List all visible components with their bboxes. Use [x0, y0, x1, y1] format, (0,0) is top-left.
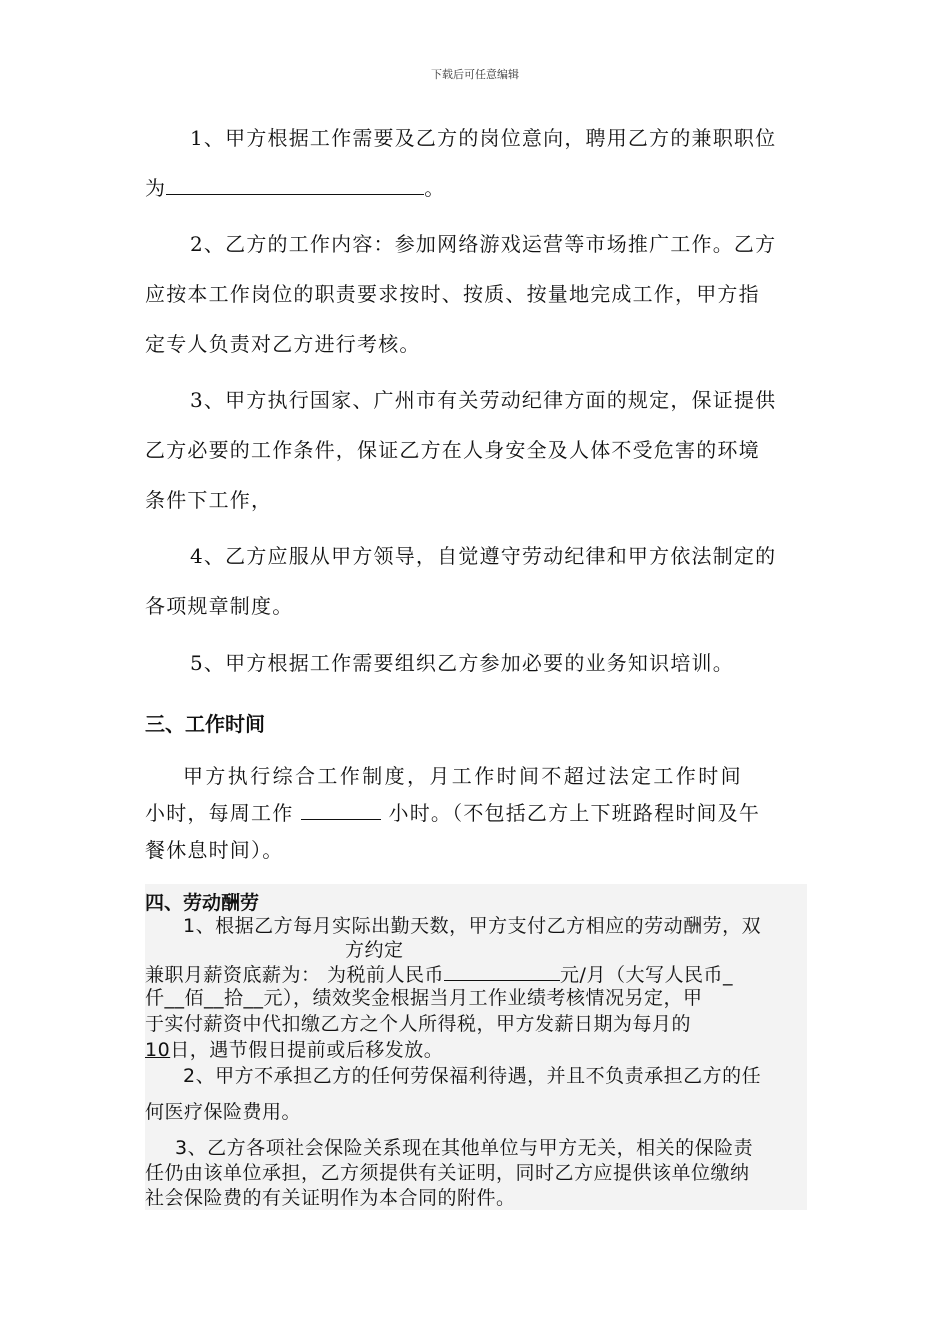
clause-1-suffix: 。	[424, 176, 446, 200]
clause-4-line-1: 4、乙方应服从甲方领导，自觉遵守劳动纪律和甲方依法制定的	[190, 544, 777, 568]
clause-2-line-2: 应按本工作岗位的职责要求按时、按质、按量地完成工作，甲方指	[145, 282, 760, 306]
section-4-clause-3-line-1: 3、乙方各项社会保险关系现在其他单位与甲方无关，相关的保险责	[175, 1137, 754, 1159]
section-3-title: 三、工作时间	[145, 712, 265, 736]
clause-1-prefix: 为	[145, 176, 167, 200]
section-4-line-6	[145, 1038, 807, 1062]
section-3-prefix: 小时，每周工作	[145, 801, 294, 825]
position-blank[interactable]	[166, 174, 424, 195]
clause-3-line-2: 乙方必要的工作条件，保证乙方在人身安全及人体不受危害的环境	[145, 438, 760, 462]
page-header: 下载后可任意编辑	[431, 68, 519, 81]
salary-suffix: 元/月（大写人民币_	[560, 964, 733, 986]
clause-2-line-1: 2、乙方的工作内容：参加网络游戏运营等市场推广工作。乙方	[190, 232, 777, 256]
section-4-clause-2-line-2: 何医疗保险费用。	[145, 1101, 302, 1123]
section-4-clause-3-line-2: 任仍由该单位承担，乙方须提供有关证明，同时乙方应提供该单位缴纳	[145, 1162, 750, 1184]
clause-5: 5、甲方根据工作需要组织乙方参加必要的业务知识培训。	[190, 651, 734, 675]
clause-4-line-2: 各项规章制度。	[145, 594, 294, 618]
section-3-suffix: 小时。（不包括乙方上下班路程时间及午	[388, 801, 761, 825]
clause-1-line-2	[145, 162, 810, 214]
clause-2-line-3: 定专人负责对乙方进行考核。	[145, 332, 421, 356]
section-4-line-5: 于实付薪资中代扣缴乙方之个人所得税，甲方发薪日期为每月的	[145, 1013, 692, 1035]
section-3-line-3: 餐休息时间）。	[145, 838, 284, 862]
payday-number: 10	[145, 1039, 171, 1061]
salary-prefix: 兼职月薪资底薪为： 为税前人民币	[145, 964, 445, 986]
section-4-line-2: 方约定	[345, 939, 404, 961]
payday-suffix: 日，遇节假日提前或后移发放。	[170, 1039, 444, 1061]
clause-1-line-1: 1、甲方根据工作需要及乙方的岗位意向，聘用乙方的兼职职位	[190, 126, 777, 150]
section-4-title: 四、劳动酬劳	[145, 892, 260, 914]
salary-blank[interactable]	[444, 962, 560, 981]
section-4-clause-2-line-1: 2、甲方不承担乙方的任何劳保福利待遇，并且不负责承担乙方的任	[183, 1065, 762, 1087]
section-4-clause-3-line-3: 社会保险费的有关证明作为本合同的附件。	[145, 1187, 516, 1209]
section-4-line-1: 1、根据乙方每月实际出勤天数，甲方支付乙方相应的劳动酬劳，双	[183, 915, 762, 937]
section-4-line-4: 仟__佰__拾__元），绩效奖金根据当月工作业绩考核情况另定，甲	[145, 987, 703, 1009]
weekly-hours-blank[interactable]	[301, 799, 381, 820]
section-3-line-1: 甲方执行综合工作制度，月工作时间不超过法定工作时间	[183, 764, 743, 788]
clause-3-line-1: 3、甲方执行国家、广州市有关劳动纪律方面的规定，保证提供	[190, 388, 777, 412]
section-4-line-3	[145, 962, 807, 987]
clause-3-line-3: 条件下工作，	[145, 488, 273, 512]
